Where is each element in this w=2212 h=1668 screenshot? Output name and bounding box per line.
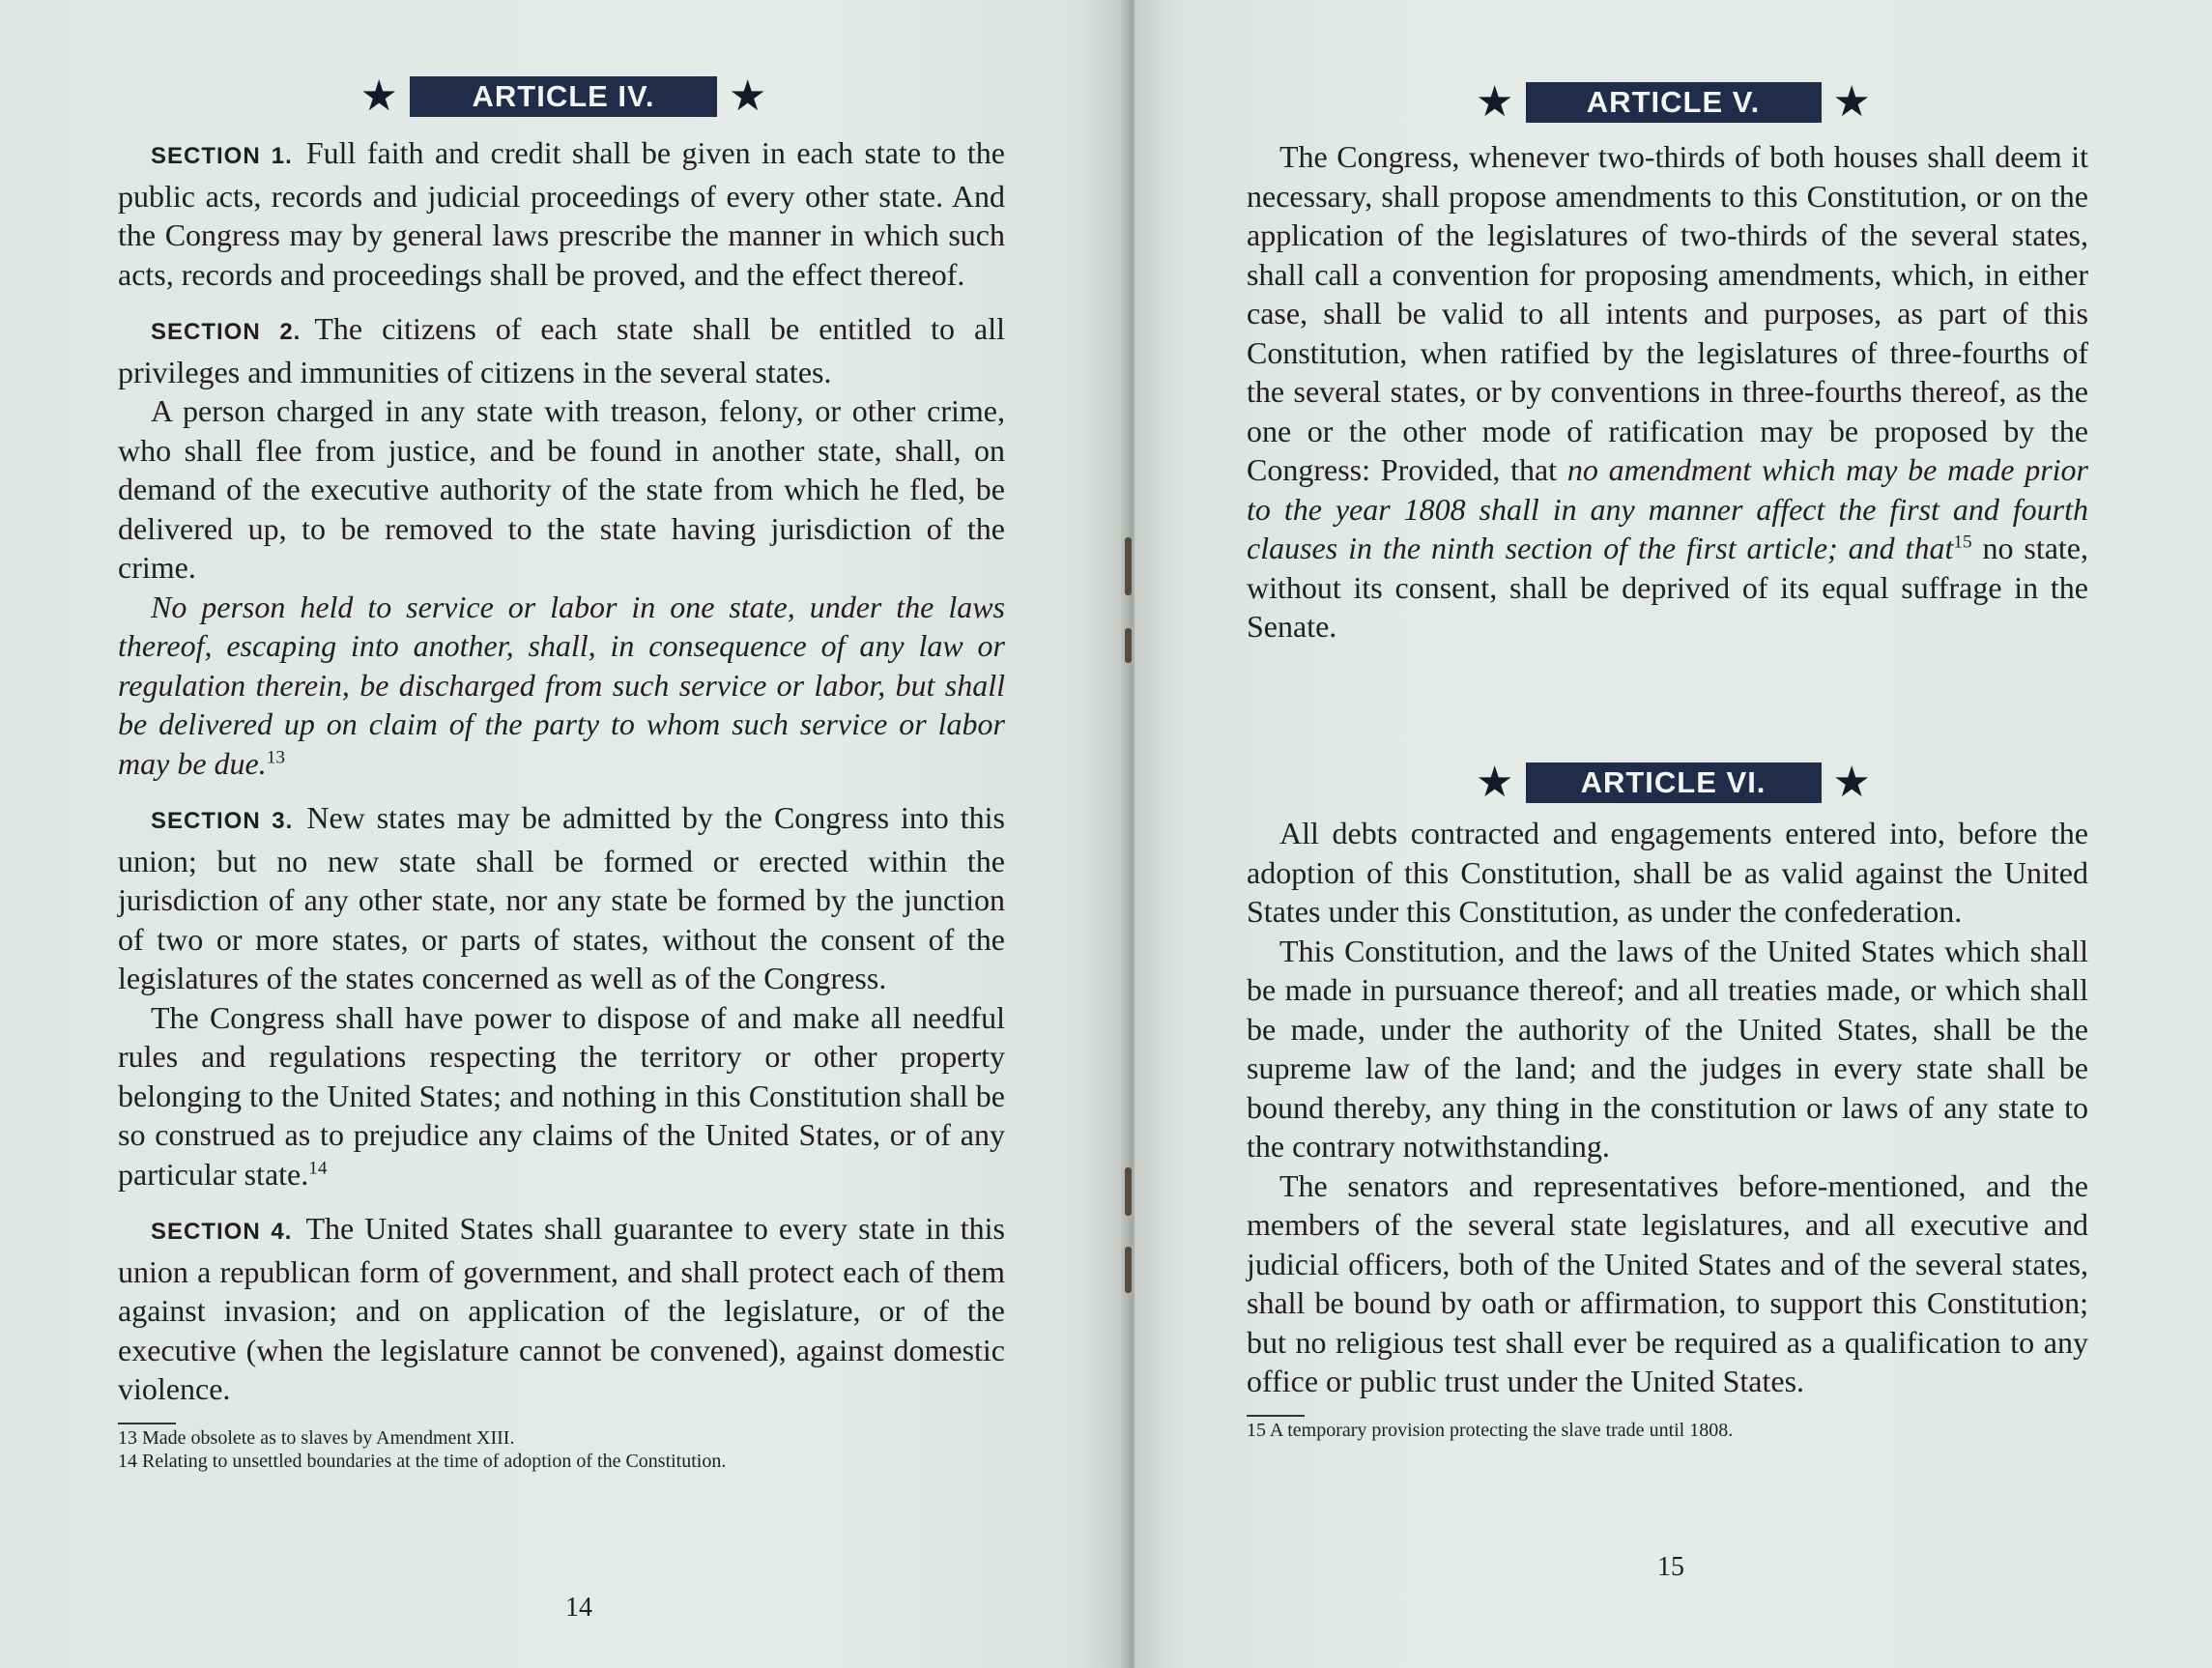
paragraph-text: The United States shall guarantee to every state in this union a republican form of government, and shall protect each of them against invasion; and on application of the legislature, or of the executive (when the legislature cannot be convened), against domestic violence. [118, 1211, 1006, 1406]
star-icon: ★ [359, 72, 398, 121]
oath-paragraph [1247, 1166, 2088, 1401]
paragraph-text: The Congress, whenever two-thirds of both houses shall deem it necessary, shall propose amendments to this Constitution, or on the application of the legislatures of two-thirds of the several states, shall call a convention for proposing amendments, which, in either case, shall be valid to all intents and purposes, as part of this Constitution, when ratified by the legislatures of three-fourths of the several states, or by conventions in three-fourths thereof, as the one or the other mode of ratification may be proposed by the Congress: Provided, that [1247, 139, 2088, 487]
section-3-paragraph [118, 798, 1005, 998]
section-label: SECTION 3. [151, 808, 294, 834]
italic-text: No person held to service or labor in one state, under the laws thereof, escaping into another, shall, in consequence of any law or regulation therein, be discharged from such service or labor, but shall be delivered up on claim of the party to whom such service or labor may be due. [118, 589, 1005, 781]
debts-paragraph [1247, 814, 2088, 932]
footnote-divider [1247, 1415, 1305, 1417]
star-icon: ★ [729, 72, 767, 121]
footnote-14: 14 Relating to unsettled boundaries at the time of adoption of the Constitution. [118, 1450, 727, 1472]
star-icon: ★ [1476, 758, 1514, 807]
article-vi-heading [1135, 758, 2212, 807]
footnote-15: 15 A temporary provision protecting the slave trade until 1808. [1247, 1419, 1734, 1441]
section-label: SECTION 2. [151, 319, 302, 345]
staple [1125, 1247, 1132, 1293]
paragraph-text: New states may be admitted by the Congress into this union; but no new state shall be formed or erected within the jurisdiction of any other state, nor any state be formed by the junction of two or more states, or parts of states, without the consent of the legislatures of the states concerned as well as of the Congress. [118, 800, 1006, 995]
paragraph-text: Full faith and credit shall be given in each state to the public acts, records and judicial proceedings of every other state. And the Congress may by general laws prescribe the manner in which such acts, records and proceedings shall be proved, and the effect thereof. [118, 135, 1006, 292]
paragraph-text: A person charged in any state with treason, felony, or other crime, who shall flee from justice, and be found in another state, shall, on demand of the executive authority of the state from which he fled, be delivered up, to be removed to the state having jurisdiction of the crime. [118, 393, 1005, 585]
paragraph-text: The senators and representatives before-mentioned, and the members of the several state legislatures, and all executive and judicial officers, both of the United States and of the several states, shall be bound by oath or affirmation, to support this Constitution; but no religious test shall ever be required as a qualification to any office or public trust under the United States. [1247, 1167, 2088, 1398]
page-number: 14 [565, 1593, 592, 1623]
paragraph-text: The citizens of each state shall be entitled to all privileges and immunities of citizens in the several states. [118, 311, 1006, 389]
staple [1125, 1167, 1132, 1216]
article-iv-text [118, 133, 1005, 1473]
italic-text: no amendment which may be made prior to the year 1808 shall in any manner affect the first and fourth clauses in the ninth section of the first article; and that [1247, 452, 2088, 565]
paragraph-text: no state, without its consent, shall be deprived of its equal suffrage in the Senate. [1247, 531, 2089, 644]
footnote-13: 13 Made obsolete as to slaves by Amendment XIII. [118, 1426, 515, 1449]
footnote-ref: 14 [308, 1157, 328, 1178]
footnote-ref: 13 [266, 746, 285, 767]
article-v-heading [1135, 77, 2212, 127]
paragraph-text: All debts contracted and engagements entered into, before the adoption of this Constitution, shall be as valid against the United States under this Constitution, as under the confederation. [1247, 816, 2088, 929]
supremacy-paragraph [1247, 932, 2088, 1166]
section-4-paragraph [118, 1209, 1005, 1409]
fugitive-clause-paragraph [118, 391, 1005, 588]
section-label: SECTION 1. [151, 143, 293, 169]
section-2-paragraph [118, 309, 1005, 391]
star-icon: ★ [1832, 77, 1871, 127]
fugitive-slave-clause-paragraph [118, 588, 1005, 784]
article-vi-banner: ARTICLE VI. [1526, 762, 1822, 803]
amendment-paragraph [1247, 137, 2088, 647]
footnote-ref: 15 [1953, 532, 1972, 553]
article-vi-text [1247, 814, 2088, 1442]
staple [1125, 537, 1132, 595]
article-iv-heading [0, 72, 1127, 121]
star-icon: ★ [1832, 758, 1871, 807]
paragraph-text: The Congress shall have power to dispose of and make all needful rules and regulations respecting the territory or other property belonging to the United States; and nothing in this Constitution shall be so construed as to prejudice any claims of the United States, or of any particular state. [118, 999, 1005, 1192]
paragraph-text: This Constitution, and the laws of the United States which shall be made in pursuance thereof; and all treaties made, or which shall be made, under the authority of the United States, shall be the supreme law of the land; and the judges in every state shall be bound thereby, any thing in the constitution or laws of any state to the contrary notwithstanding. [1247, 933, 2088, 1164]
staple [1125, 628, 1132, 663]
section-label: SECTION 4. [151, 1219, 293, 1245]
article-v-text [1247, 137, 2088, 647]
star-icon: ★ [1476, 77, 1514, 127]
territory-clause-paragraph [118, 998, 1005, 1194]
page-number: 15 [1657, 1552, 1684, 1582]
article-iv-banner: ARTICLE IV. [410, 76, 717, 117]
footnote-divider [118, 1423, 176, 1424]
article-v-banner: ARTICLE V. [1526, 82, 1822, 123]
section-1-paragraph [118, 133, 1005, 294]
